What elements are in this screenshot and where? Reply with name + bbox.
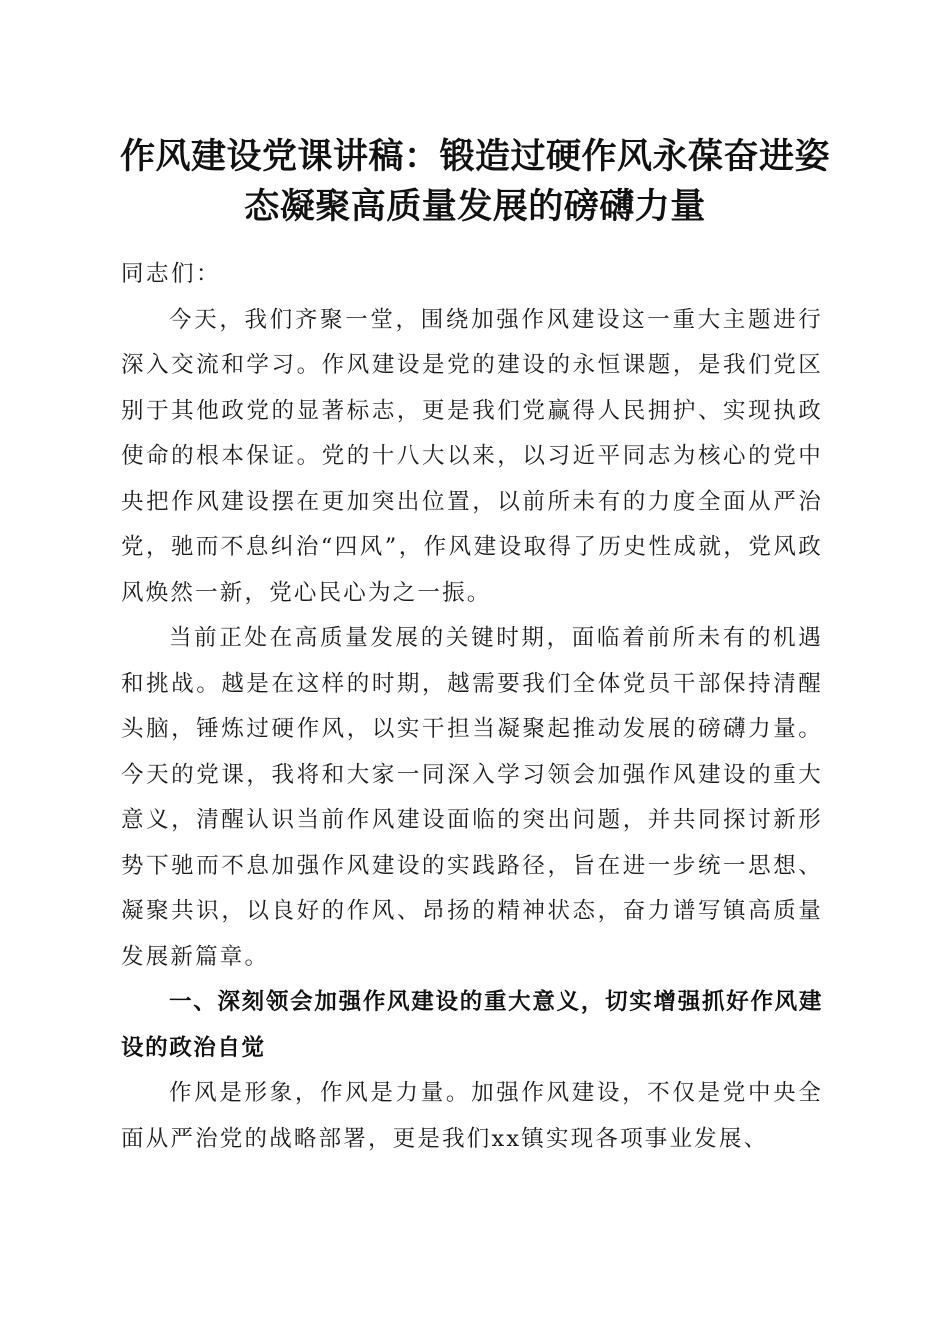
title-line-1: 作风建设党课讲稿：锻造过硬作风永葆奋进姿: [119, 136, 830, 177]
paragraph-intro: 今天，我们齐聚一堂，围绕加强作风建设这一重大主题进行深入交流和学习。作风建设是党的建设的永恒课题，是我们党区别于其他政党的显著标志，更是我们党赢得人民拥护、实现执政使命的根本保证。党的十八大以来，以习近平同志为核心的党中央把作风建设摆在更加突出位置，以前所未有的力度全面从严治党，驰而不息纠治“四风”，作风建设取得了历史性成就，党风政风焕然一新，党心民心为之一振。: [121, 306, 823, 606]
document-title: [110, 132, 840, 232]
greeting: 同志们：: [121, 261, 222, 287]
section-heading-1: 一、深刻领会加强作风建设的重大意义，切实增强抓好作风建设的政治自觉: [121, 989, 823, 1061]
section-1-paragraph: 作风是形象，作风是力量。加强作风建设，不仅是党中央全面从严治党的战略部署，更是我们xx镇实现各项事业发展、: [121, 1080, 823, 1152]
paragraph-context: 当前正处在高质量发展的关键时期，面临着前所未有的机遇和挑战。越是在这样的时期，越需要我们全体党员干部保持清醒头脑，锤炼过硬作风，以实干担当凝聚起推动发展的磅礴力量。今天的党课，我将和大家一同深入学习领会加强作风建设的重大意义，清醒认识当前作风建设面临的突出问题，并共同探讨新形势下驰而不息加强作风建设的实践路径，旨在进一步统一思想、凝聚共识，以良好的作风、昂扬的精神状态，奋力谱写镇高质量发展新篇章。: [121, 625, 823, 970]
title-line-2: 态凝聚高质量发展的磅礴力量: [244, 186, 706, 227]
document-body: [121, 252, 823, 1162]
